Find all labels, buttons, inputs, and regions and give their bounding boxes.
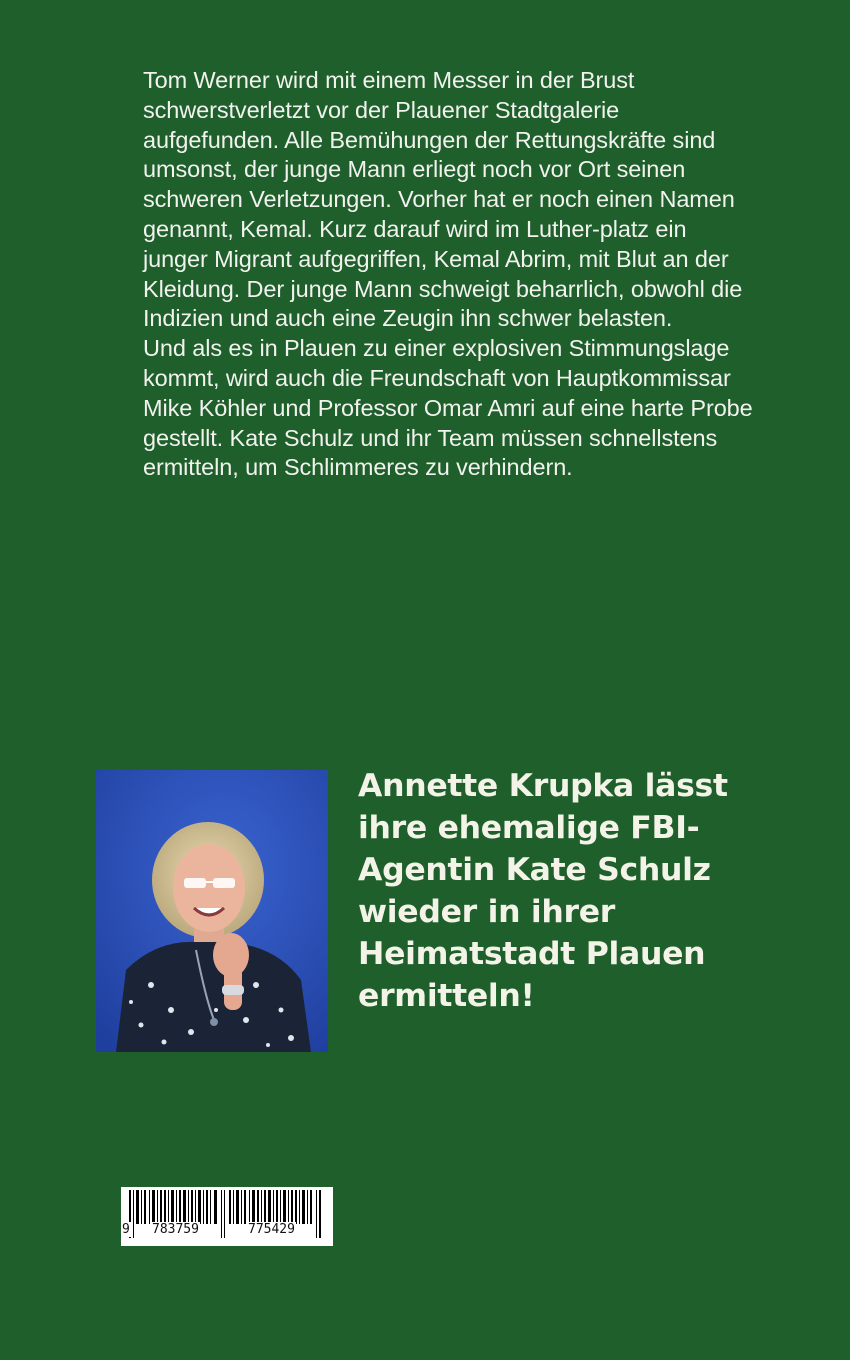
barcode-digits-right: 775429 [248, 1222, 295, 1237]
blurb-paragraph-1: Tom Werner wird mit einem Messer in der Brust schwerstverletzt vor der Plauener Stadtgalerie aufgefunden. Alle Bemühungen der Rettungskräfte sind umsonst, der junge Mann erliegt noch vor Ort seinen schweren Verletzungen. Vorher hat er noch einen Namen genannt, Kemal. Kurz darauf wird im Luther-platz ein junger Migrant aufgegriffen, Kemal Abrim, mit Blut an der Kleidung. Der junge Mann schweigt beharrlich, obwohl die Indizien und auch eine Zeugin ihn schwer belasten. [143, 67, 743, 332]
barcode-digits [121, 1222, 333, 1242]
blurb-text [143, 66, 753, 483]
isbn-barcode [121, 1187, 333, 1246]
blurb-paragraph-2: Und als es in Plauen zu einer explosiven Stimmungslage kommt, wird auch die Freundschaft von Hauptkommissar Mike Köhler und Professor Omar Amri auf eine harte Probe gestellt. Kate Schulz und ihr Team müssen schnellstens ermitteln, um Schlimmeres zu verhindern. [143, 335, 753, 481]
author-tagline: Annette Krupka lässt ihre ehemalige FBI-Agentin Kate Schulz wieder in ihrer Heimatstadt Plauen ermitteln! [358, 768, 728, 1014]
barcode-digits-left: 783759 [152, 1222, 199, 1237]
barcode-digit-lead: 9 [122, 1222, 130, 1237]
author-photo [96, 770, 328, 1052]
